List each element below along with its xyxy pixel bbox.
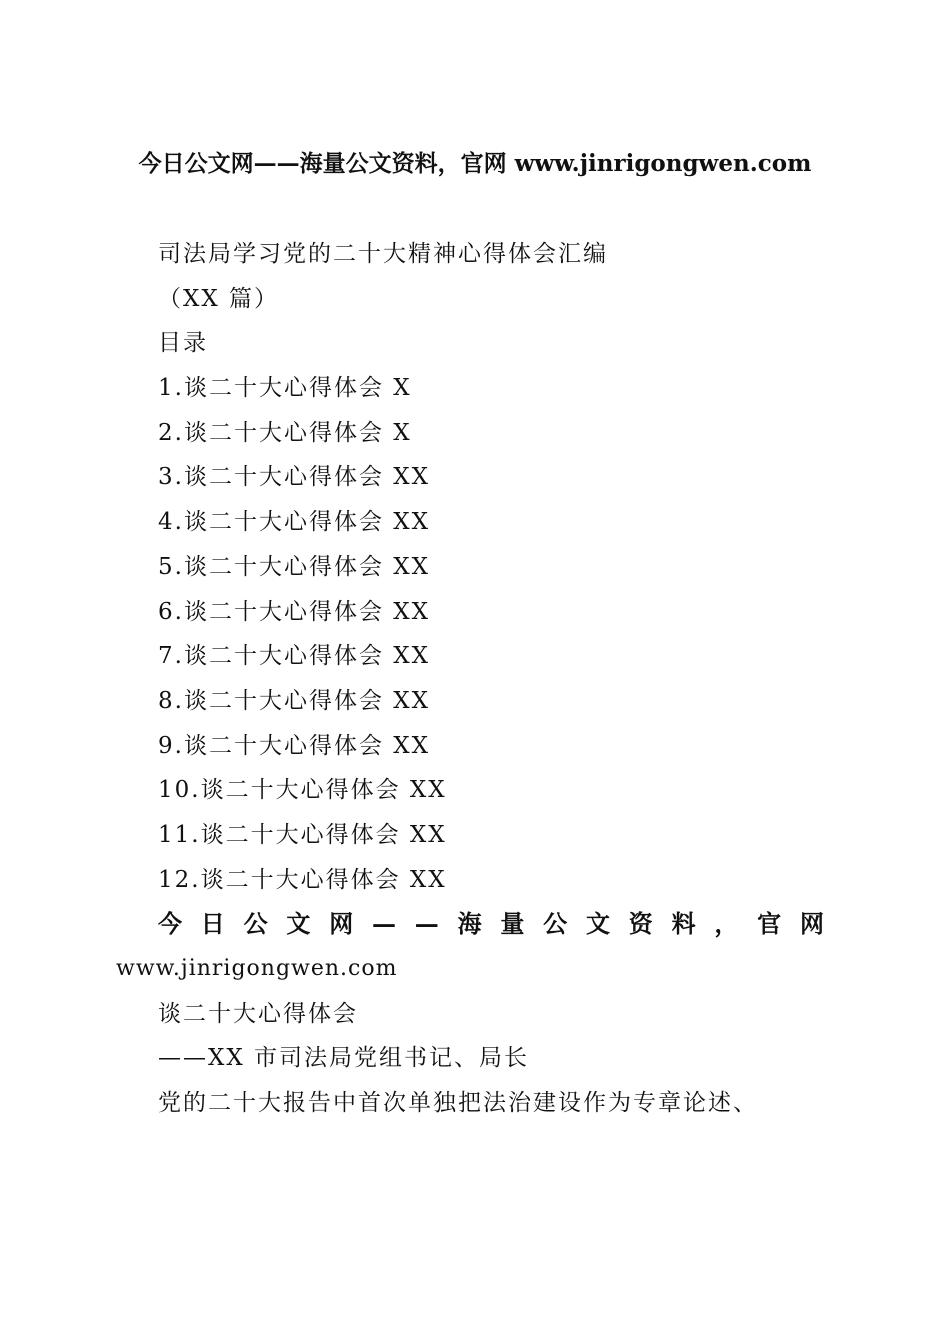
toc-item: 3.谈二十大心得体会 XX <box>158 464 431 491</box>
toc-heading: 目录 <box>158 330 208 357</box>
inline-banner-char: 资 <box>628 909 653 939</box>
toc-item: 10.谈二十大心得体会 XX <box>158 777 447 804</box>
inline-banner <box>158 902 824 947</box>
document-body <box>116 232 838 1126</box>
document-count: （XX 篇） <box>158 285 280 312</box>
toc-item: 9.谈二十大心得体会 XX <box>158 732 431 759</box>
toc-item: 7.谈二十大心得体会 XX <box>158 643 431 670</box>
inline-banner-char: 公 <box>543 909 568 939</box>
toc-item: 8.谈二十大心得体会 XX <box>158 687 431 714</box>
inline-banner-char: 料 <box>671 909 696 939</box>
inline-banner-char: 日 <box>200 909 225 939</box>
inline-banner-char: — <box>414 909 439 939</box>
inline-banner-char: 文 <box>286 909 311 939</box>
article-author: ——XX 市司法局党组书记、局长 <box>158 1045 530 1072</box>
inline-banner-char: 海 <box>457 909 482 939</box>
toc-list <box>158 366 838 902</box>
document-title: 司法局学习党的二十大精神心得体会汇编 <box>158 241 608 267</box>
inline-banner-char: — <box>371 909 396 939</box>
header-banner: 今日公文网——海量公文资料，官网 www.jinrigongwen.com <box>138 150 812 177</box>
toc-item: 5.谈二十大心得体会 XX <box>158 553 431 580</box>
toc-item: 2.谈二十大心得体会 X <box>158 419 412 446</box>
inline-banner-url: www.jinrigongwen.com <box>116 956 398 981</box>
toc-item: 11.谈二十大心得体会 XX <box>158 821 447 848</box>
inline-banner-char: 网 <box>329 909 354 939</box>
toc-item: 4.谈二十大心得体会 XX <box>158 509 431 536</box>
inline-banner-char: 今 <box>158 909 182 939</box>
article-title: 谈二十大心得体会 <box>158 1000 358 1027</box>
toc-item: 6.谈二十大心得体会 XX <box>158 598 431 625</box>
toc-item: 1.谈二十大心得体会 X <box>158 375 412 402</box>
inline-banner-char: 量 <box>500 909 525 939</box>
inline-banner-char: 官 <box>757 909 782 939</box>
inline-banner-char: ， <box>714 909 739 939</box>
inline-banner-char: 文 <box>585 909 610 939</box>
article-first-line: 党的二十大报告中首次单独把法治建设作为专章论述、 <box>158 1090 758 1117</box>
inline-banner-char: 公 <box>243 909 268 939</box>
toc-item: 12.谈二十大心得体会 XX <box>158 866 447 893</box>
inline-banner-char: 网 <box>799 909 824 939</box>
